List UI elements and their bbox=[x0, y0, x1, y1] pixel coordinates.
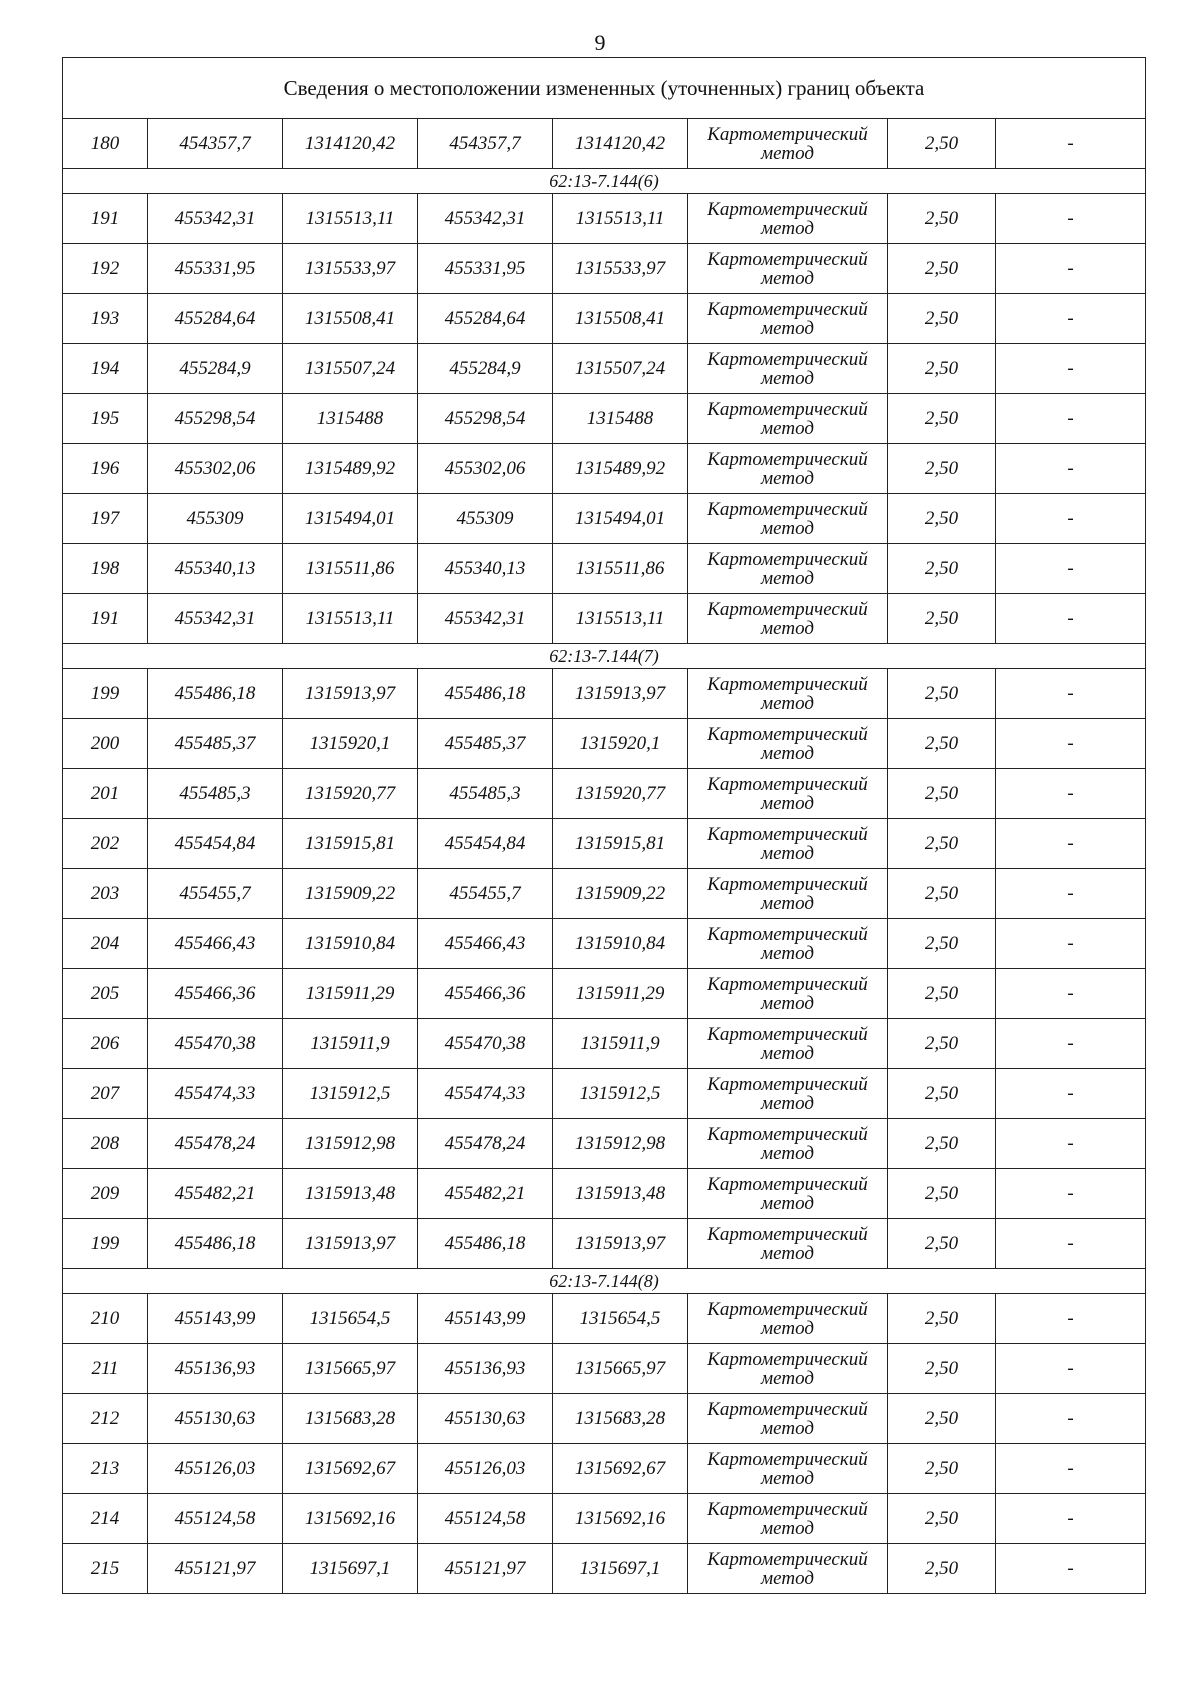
y-existing-cell: 1315912,98 bbox=[283, 1119, 418, 1169]
description-cell: - bbox=[996, 1294, 1146, 1344]
y-new-cell: 1315913,97 bbox=[553, 669, 688, 719]
point-number-cell: 204 bbox=[63, 919, 148, 969]
x-existing-cell: 455124,58 bbox=[148, 1494, 283, 1544]
y-existing-cell: 1315915,81 bbox=[283, 819, 418, 869]
y-existing-cell: 1315692,67 bbox=[283, 1444, 418, 1494]
contour-label: 62:13-7.144(6) bbox=[63, 169, 1146, 194]
method-cell: Картометрический метод bbox=[688, 1119, 888, 1169]
accuracy-cell: 2,50 bbox=[888, 1444, 996, 1494]
point-number-cell: 199 bbox=[63, 669, 148, 719]
description-cell: - bbox=[996, 394, 1146, 444]
table-row bbox=[63, 1344, 1146, 1394]
table-row bbox=[63, 1294, 1146, 1344]
point-number-cell: 206 bbox=[63, 1019, 148, 1069]
y-existing-cell: 1315488 bbox=[283, 394, 418, 444]
description-cell: - bbox=[996, 444, 1146, 494]
contour-label: 62:13-7.144(8) bbox=[63, 1269, 1146, 1294]
y-new-cell: 1315665,97 bbox=[553, 1344, 688, 1394]
y-new-cell: 1315692,16 bbox=[553, 1494, 688, 1544]
point-number-cell: 197 bbox=[63, 494, 148, 544]
point-number-cell: 191 bbox=[63, 194, 148, 244]
y-existing-cell: 1315511,86 bbox=[283, 544, 418, 594]
table-title-row bbox=[63, 58, 1146, 119]
contour-group-row bbox=[63, 1269, 1146, 1294]
accuracy-cell: 2,50 bbox=[888, 119, 996, 169]
accuracy-cell: 2,50 bbox=[888, 294, 996, 344]
x-existing-cell: 455466,36 bbox=[148, 969, 283, 1019]
description-cell: - bbox=[996, 344, 1146, 394]
table-row bbox=[63, 1394, 1146, 1444]
accuracy-cell: 2,50 bbox=[888, 769, 996, 819]
method-cell: Картометрический метод bbox=[688, 819, 888, 869]
description-cell: - bbox=[996, 1394, 1146, 1444]
accuracy-cell: 2,50 bbox=[888, 1494, 996, 1544]
accuracy-cell: 2,50 bbox=[888, 1219, 996, 1269]
description-cell: - bbox=[996, 294, 1146, 344]
x-new-cell: 455474,33 bbox=[418, 1069, 553, 1119]
table-row bbox=[63, 719, 1146, 769]
description-cell: - bbox=[996, 719, 1146, 769]
y-new-cell: 1315912,5 bbox=[553, 1069, 688, 1119]
method-cell: Картометрический метод bbox=[688, 194, 888, 244]
y-new-cell: 1315920,1 bbox=[553, 719, 688, 769]
x-new-cell: 455143,99 bbox=[418, 1294, 553, 1344]
y-existing-cell: 1315513,11 bbox=[283, 594, 418, 644]
y-existing-cell: 1315683,28 bbox=[283, 1394, 418, 1444]
accuracy-cell: 2,50 bbox=[888, 869, 996, 919]
accuracy-cell: 2,50 bbox=[888, 1019, 996, 1069]
description-cell: - bbox=[996, 669, 1146, 719]
description-cell: - bbox=[996, 494, 1146, 544]
x-existing-cell: 455126,03 bbox=[148, 1444, 283, 1494]
description-cell: - bbox=[996, 1169, 1146, 1219]
table-row bbox=[63, 1019, 1146, 1069]
x-new-cell: 455130,63 bbox=[418, 1394, 553, 1444]
x-existing-cell: 455342,31 bbox=[148, 194, 283, 244]
y-new-cell: 1315513,11 bbox=[553, 594, 688, 644]
y-new-cell: 1315654,5 bbox=[553, 1294, 688, 1344]
x-new-cell: 455485,3 bbox=[418, 769, 553, 819]
description-cell: - bbox=[996, 119, 1146, 169]
x-new-cell: 455331,95 bbox=[418, 244, 553, 294]
x-existing-cell: 455486,18 bbox=[148, 669, 283, 719]
x-new-cell: 455284,9 bbox=[418, 344, 553, 394]
point-number-cell: 208 bbox=[63, 1119, 148, 1169]
y-new-cell: 1315915,81 bbox=[553, 819, 688, 869]
accuracy-cell: 2,50 bbox=[888, 194, 996, 244]
table-row bbox=[63, 244, 1146, 294]
y-new-cell: 1315511,86 bbox=[553, 544, 688, 594]
point-number-cell: 210 bbox=[63, 1294, 148, 1344]
y-new-cell: 1315912,98 bbox=[553, 1119, 688, 1169]
method-cell: Картометрический метод bbox=[688, 669, 888, 719]
x-new-cell: 455466,43 bbox=[418, 919, 553, 969]
table-row bbox=[63, 819, 1146, 869]
method-cell: Картометрический метод bbox=[688, 1344, 888, 1394]
table-row bbox=[63, 1119, 1146, 1169]
description-cell: - bbox=[996, 1069, 1146, 1119]
y-new-cell: 1315920,77 bbox=[553, 769, 688, 819]
description-cell: - bbox=[996, 1119, 1146, 1169]
table-row bbox=[63, 769, 1146, 819]
point-number-cell: 198 bbox=[63, 544, 148, 594]
table-row bbox=[63, 1169, 1146, 1219]
table-row bbox=[63, 1219, 1146, 1269]
point-number-cell: 202 bbox=[63, 819, 148, 869]
y-existing-cell: 1315508,41 bbox=[283, 294, 418, 344]
table-row bbox=[63, 394, 1146, 444]
description-cell: - bbox=[996, 194, 1146, 244]
table-row bbox=[63, 119, 1146, 169]
description-cell: - bbox=[996, 594, 1146, 644]
description-cell: - bbox=[996, 919, 1146, 969]
y-new-cell: 1315507,24 bbox=[553, 344, 688, 394]
accuracy-cell: 2,50 bbox=[888, 669, 996, 719]
x-existing-cell: 455342,31 bbox=[148, 594, 283, 644]
x-existing-cell: 455455,7 bbox=[148, 869, 283, 919]
table-row bbox=[63, 969, 1146, 1019]
method-cell: Картометрический метод bbox=[688, 494, 888, 544]
y-existing-cell: 1315913,97 bbox=[283, 669, 418, 719]
accuracy-cell: 2,50 bbox=[888, 544, 996, 594]
method-cell: Картометрический метод bbox=[688, 119, 888, 169]
x-existing-cell: 455130,63 bbox=[148, 1394, 283, 1444]
x-new-cell: 455340,13 bbox=[418, 544, 553, 594]
point-number-cell: 192 bbox=[63, 244, 148, 294]
method-cell: Картометрический метод bbox=[688, 1444, 888, 1494]
point-number-cell: 201 bbox=[63, 769, 148, 819]
accuracy-cell: 2,50 bbox=[888, 594, 996, 644]
accuracy-cell: 2,50 bbox=[888, 494, 996, 544]
description-cell: - bbox=[996, 1544, 1146, 1594]
description-cell: - bbox=[996, 1444, 1146, 1494]
y-new-cell: 1315697,1 bbox=[553, 1544, 688, 1594]
x-existing-cell: 455466,43 bbox=[148, 919, 283, 969]
method-cell: Картометрический метод bbox=[688, 869, 888, 919]
table-row bbox=[63, 344, 1146, 394]
x-new-cell: 455486,18 bbox=[418, 1219, 553, 1269]
method-cell: Картометрический метод bbox=[688, 244, 888, 294]
table-body bbox=[63, 58, 1146, 1594]
description-cell: - bbox=[996, 244, 1146, 294]
y-new-cell: 1315508,41 bbox=[553, 294, 688, 344]
y-existing-cell: 1315513,11 bbox=[283, 194, 418, 244]
x-existing-cell: 455298,54 bbox=[148, 394, 283, 444]
x-new-cell: 455126,03 bbox=[418, 1444, 553, 1494]
y-existing-cell: 1315909,22 bbox=[283, 869, 418, 919]
y-existing-cell: 1315533,97 bbox=[283, 244, 418, 294]
point-number-cell: 196 bbox=[63, 444, 148, 494]
table-row bbox=[63, 1444, 1146, 1494]
point-number-cell: 195 bbox=[63, 394, 148, 444]
x-existing-cell: 455121,97 bbox=[148, 1544, 283, 1594]
description-cell: - bbox=[996, 969, 1146, 1019]
accuracy-cell: 2,50 bbox=[888, 919, 996, 969]
table-row bbox=[63, 444, 1146, 494]
x-new-cell: 455478,24 bbox=[418, 1119, 553, 1169]
x-existing-cell: 455482,21 bbox=[148, 1169, 283, 1219]
method-cell: Картометрический метод bbox=[688, 394, 888, 444]
y-new-cell: 1314120,42 bbox=[553, 119, 688, 169]
accuracy-cell: 2,50 bbox=[888, 1394, 996, 1444]
point-number-cell: 194 bbox=[63, 344, 148, 394]
accuracy-cell: 2,50 bbox=[888, 244, 996, 294]
table-row bbox=[63, 294, 1146, 344]
contour-group-row bbox=[63, 169, 1146, 194]
x-new-cell: 455486,18 bbox=[418, 669, 553, 719]
x-new-cell: 455342,31 bbox=[418, 194, 553, 244]
table-row bbox=[63, 194, 1146, 244]
y-existing-cell: 1315507,24 bbox=[283, 344, 418, 394]
method-cell: Картометрический метод bbox=[688, 544, 888, 594]
y-new-cell: 1315910,84 bbox=[553, 919, 688, 969]
y-new-cell: 1315488 bbox=[553, 394, 688, 444]
table-row bbox=[63, 1494, 1146, 1544]
y-new-cell: 1315911,29 bbox=[553, 969, 688, 1019]
x-new-cell: 455121,97 bbox=[418, 1544, 553, 1594]
y-new-cell: 1315513,11 bbox=[553, 194, 688, 244]
y-existing-cell: 1315489,92 bbox=[283, 444, 418, 494]
y-new-cell: 1315913,97 bbox=[553, 1219, 688, 1269]
point-number-cell: 200 bbox=[63, 719, 148, 769]
method-cell: Картометрический метод bbox=[688, 1394, 888, 1444]
method-cell: Картометрический метод bbox=[688, 1169, 888, 1219]
y-existing-cell: 1315920,1 bbox=[283, 719, 418, 769]
y-existing-cell: 1315911,29 bbox=[283, 969, 418, 1019]
description-cell: - bbox=[996, 1019, 1146, 1069]
x-existing-cell: 455470,38 bbox=[148, 1019, 283, 1069]
x-new-cell: 455454,84 bbox=[418, 819, 553, 869]
method-cell: Картометрический метод bbox=[688, 1219, 888, 1269]
method-cell: Картометрический метод bbox=[688, 1069, 888, 1119]
table-row bbox=[63, 869, 1146, 919]
contour-label: 62:13-7.144(7) bbox=[63, 644, 1146, 669]
y-new-cell: 1315911,9 bbox=[553, 1019, 688, 1069]
point-number-cell: 214 bbox=[63, 1494, 148, 1544]
method-cell: Картометрический метод bbox=[688, 1494, 888, 1544]
table-row bbox=[63, 494, 1146, 544]
x-new-cell: 455342,31 bbox=[418, 594, 553, 644]
description-cell: - bbox=[996, 769, 1146, 819]
y-existing-cell: 1315697,1 bbox=[283, 1544, 418, 1594]
point-number-cell: 213 bbox=[63, 1444, 148, 1494]
accuracy-cell: 2,50 bbox=[888, 1544, 996, 1594]
x-existing-cell: 455309 bbox=[148, 494, 283, 544]
contour-group-row bbox=[63, 644, 1146, 669]
x-existing-cell: 455486,18 bbox=[148, 1219, 283, 1269]
x-new-cell: 455455,7 bbox=[418, 869, 553, 919]
point-number-cell: 180 bbox=[63, 119, 148, 169]
method-cell: Картометрический метод bbox=[688, 769, 888, 819]
table-row bbox=[63, 594, 1146, 644]
y-existing-cell: 1315654,5 bbox=[283, 1294, 418, 1344]
description-cell: - bbox=[996, 1494, 1146, 1544]
x-new-cell: 455466,36 bbox=[418, 969, 553, 1019]
y-new-cell: 1315489,92 bbox=[553, 444, 688, 494]
x-new-cell: 455298,54 bbox=[418, 394, 553, 444]
x-new-cell: 455284,64 bbox=[418, 294, 553, 344]
point-number-cell: 193 bbox=[63, 294, 148, 344]
y-existing-cell: 1315913,97 bbox=[283, 1219, 418, 1269]
table-row bbox=[63, 919, 1146, 969]
x-new-cell: 454357,7 bbox=[418, 119, 553, 169]
y-new-cell: 1315494,01 bbox=[553, 494, 688, 544]
description-cell: - bbox=[996, 869, 1146, 919]
accuracy-cell: 2,50 bbox=[888, 819, 996, 869]
accuracy-cell: 2,50 bbox=[888, 969, 996, 1019]
x-existing-cell: 455284,9 bbox=[148, 344, 283, 394]
point-number-cell: 209 bbox=[63, 1169, 148, 1219]
accuracy-cell: 2,50 bbox=[888, 1344, 996, 1394]
point-number-cell: 211 bbox=[63, 1344, 148, 1394]
accuracy-cell: 2,50 bbox=[888, 394, 996, 444]
x-existing-cell: 454357,7 bbox=[148, 119, 283, 169]
y-existing-cell: 1315692,16 bbox=[283, 1494, 418, 1544]
x-new-cell: 455124,58 bbox=[418, 1494, 553, 1544]
table-row bbox=[63, 1544, 1146, 1594]
boundary-coordinates-table bbox=[62, 57, 1146, 1594]
method-cell: Картометрический метод bbox=[688, 1544, 888, 1594]
x-existing-cell: 455136,93 bbox=[148, 1344, 283, 1394]
x-existing-cell: 455331,95 bbox=[148, 244, 283, 294]
method-cell: Картометрический метод bbox=[688, 1019, 888, 1069]
y-existing-cell: 1315494,01 bbox=[283, 494, 418, 544]
x-new-cell: 455470,38 bbox=[418, 1019, 553, 1069]
x-existing-cell: 455284,64 bbox=[148, 294, 283, 344]
method-cell: Картометрический метод bbox=[688, 294, 888, 344]
y-new-cell: 1315533,97 bbox=[553, 244, 688, 294]
table-row bbox=[63, 669, 1146, 719]
x-new-cell: 455309 bbox=[418, 494, 553, 544]
y-existing-cell: 1315911,9 bbox=[283, 1019, 418, 1069]
point-number-cell: 199 bbox=[63, 1219, 148, 1269]
accuracy-cell: 2,50 bbox=[888, 344, 996, 394]
x-existing-cell: 455454,84 bbox=[148, 819, 283, 869]
x-existing-cell: 455143,99 bbox=[148, 1294, 283, 1344]
y-existing-cell: 1315910,84 bbox=[283, 919, 418, 969]
accuracy-cell: 2,50 bbox=[888, 1119, 996, 1169]
x-existing-cell: 455478,24 bbox=[148, 1119, 283, 1169]
y-existing-cell: 1315920,77 bbox=[283, 769, 418, 819]
point-number-cell: 205 bbox=[63, 969, 148, 1019]
x-new-cell: 455482,21 bbox=[418, 1169, 553, 1219]
method-cell: Картометрический метод bbox=[688, 1294, 888, 1344]
y-new-cell: 1315909,22 bbox=[553, 869, 688, 919]
method-cell: Картометрический метод bbox=[688, 444, 888, 494]
method-cell: Картометрический метод bbox=[688, 969, 888, 1019]
x-new-cell: 455485,37 bbox=[418, 719, 553, 769]
x-existing-cell: 455340,13 bbox=[148, 544, 283, 594]
table-row bbox=[63, 544, 1146, 594]
x-existing-cell: 455485,37 bbox=[148, 719, 283, 769]
accuracy-cell: 2,50 bbox=[888, 1294, 996, 1344]
point-number-cell: 207 bbox=[63, 1069, 148, 1119]
accuracy-cell: 2,50 bbox=[888, 719, 996, 769]
accuracy-cell: 2,50 bbox=[888, 1069, 996, 1119]
y-new-cell: 1315913,48 bbox=[553, 1169, 688, 1219]
y-new-cell: 1315692,67 bbox=[553, 1444, 688, 1494]
y-existing-cell: 1315912,5 bbox=[283, 1069, 418, 1119]
y-existing-cell: 1315665,97 bbox=[283, 1344, 418, 1394]
y-existing-cell: 1314120,42 bbox=[283, 119, 418, 169]
accuracy-cell: 2,50 bbox=[888, 444, 996, 494]
method-cell: Картометрический метод bbox=[688, 344, 888, 394]
page-number: 9 bbox=[594, 30, 606, 55]
point-number-cell: 215 bbox=[63, 1544, 148, 1594]
x-new-cell: 455136,93 bbox=[418, 1344, 553, 1394]
point-number-cell: 191 bbox=[63, 594, 148, 644]
method-cell: Картометрический метод bbox=[688, 594, 888, 644]
x-existing-cell: 455485,3 bbox=[148, 769, 283, 819]
table-row bbox=[63, 1069, 1146, 1119]
table-title: Сведения о местоположении измененных (уточненных) границ объекта bbox=[63, 58, 1146, 119]
x-existing-cell: 455302,06 bbox=[148, 444, 283, 494]
description-cell: - bbox=[996, 544, 1146, 594]
method-cell: Картометрический метод bbox=[688, 719, 888, 769]
accuracy-cell: 2,50 bbox=[888, 1169, 996, 1219]
y-new-cell: 1315683,28 bbox=[553, 1394, 688, 1444]
description-cell: - bbox=[996, 1344, 1146, 1394]
x-new-cell: 455302,06 bbox=[418, 444, 553, 494]
x-existing-cell: 455474,33 bbox=[148, 1069, 283, 1119]
point-number-cell: 203 bbox=[63, 869, 148, 919]
description-cell: - bbox=[996, 819, 1146, 869]
method-cell: Картометрический метод bbox=[688, 919, 888, 969]
y-existing-cell: 1315913,48 bbox=[283, 1169, 418, 1219]
point-number-cell: 212 bbox=[63, 1394, 148, 1444]
description-cell: - bbox=[996, 1219, 1146, 1269]
